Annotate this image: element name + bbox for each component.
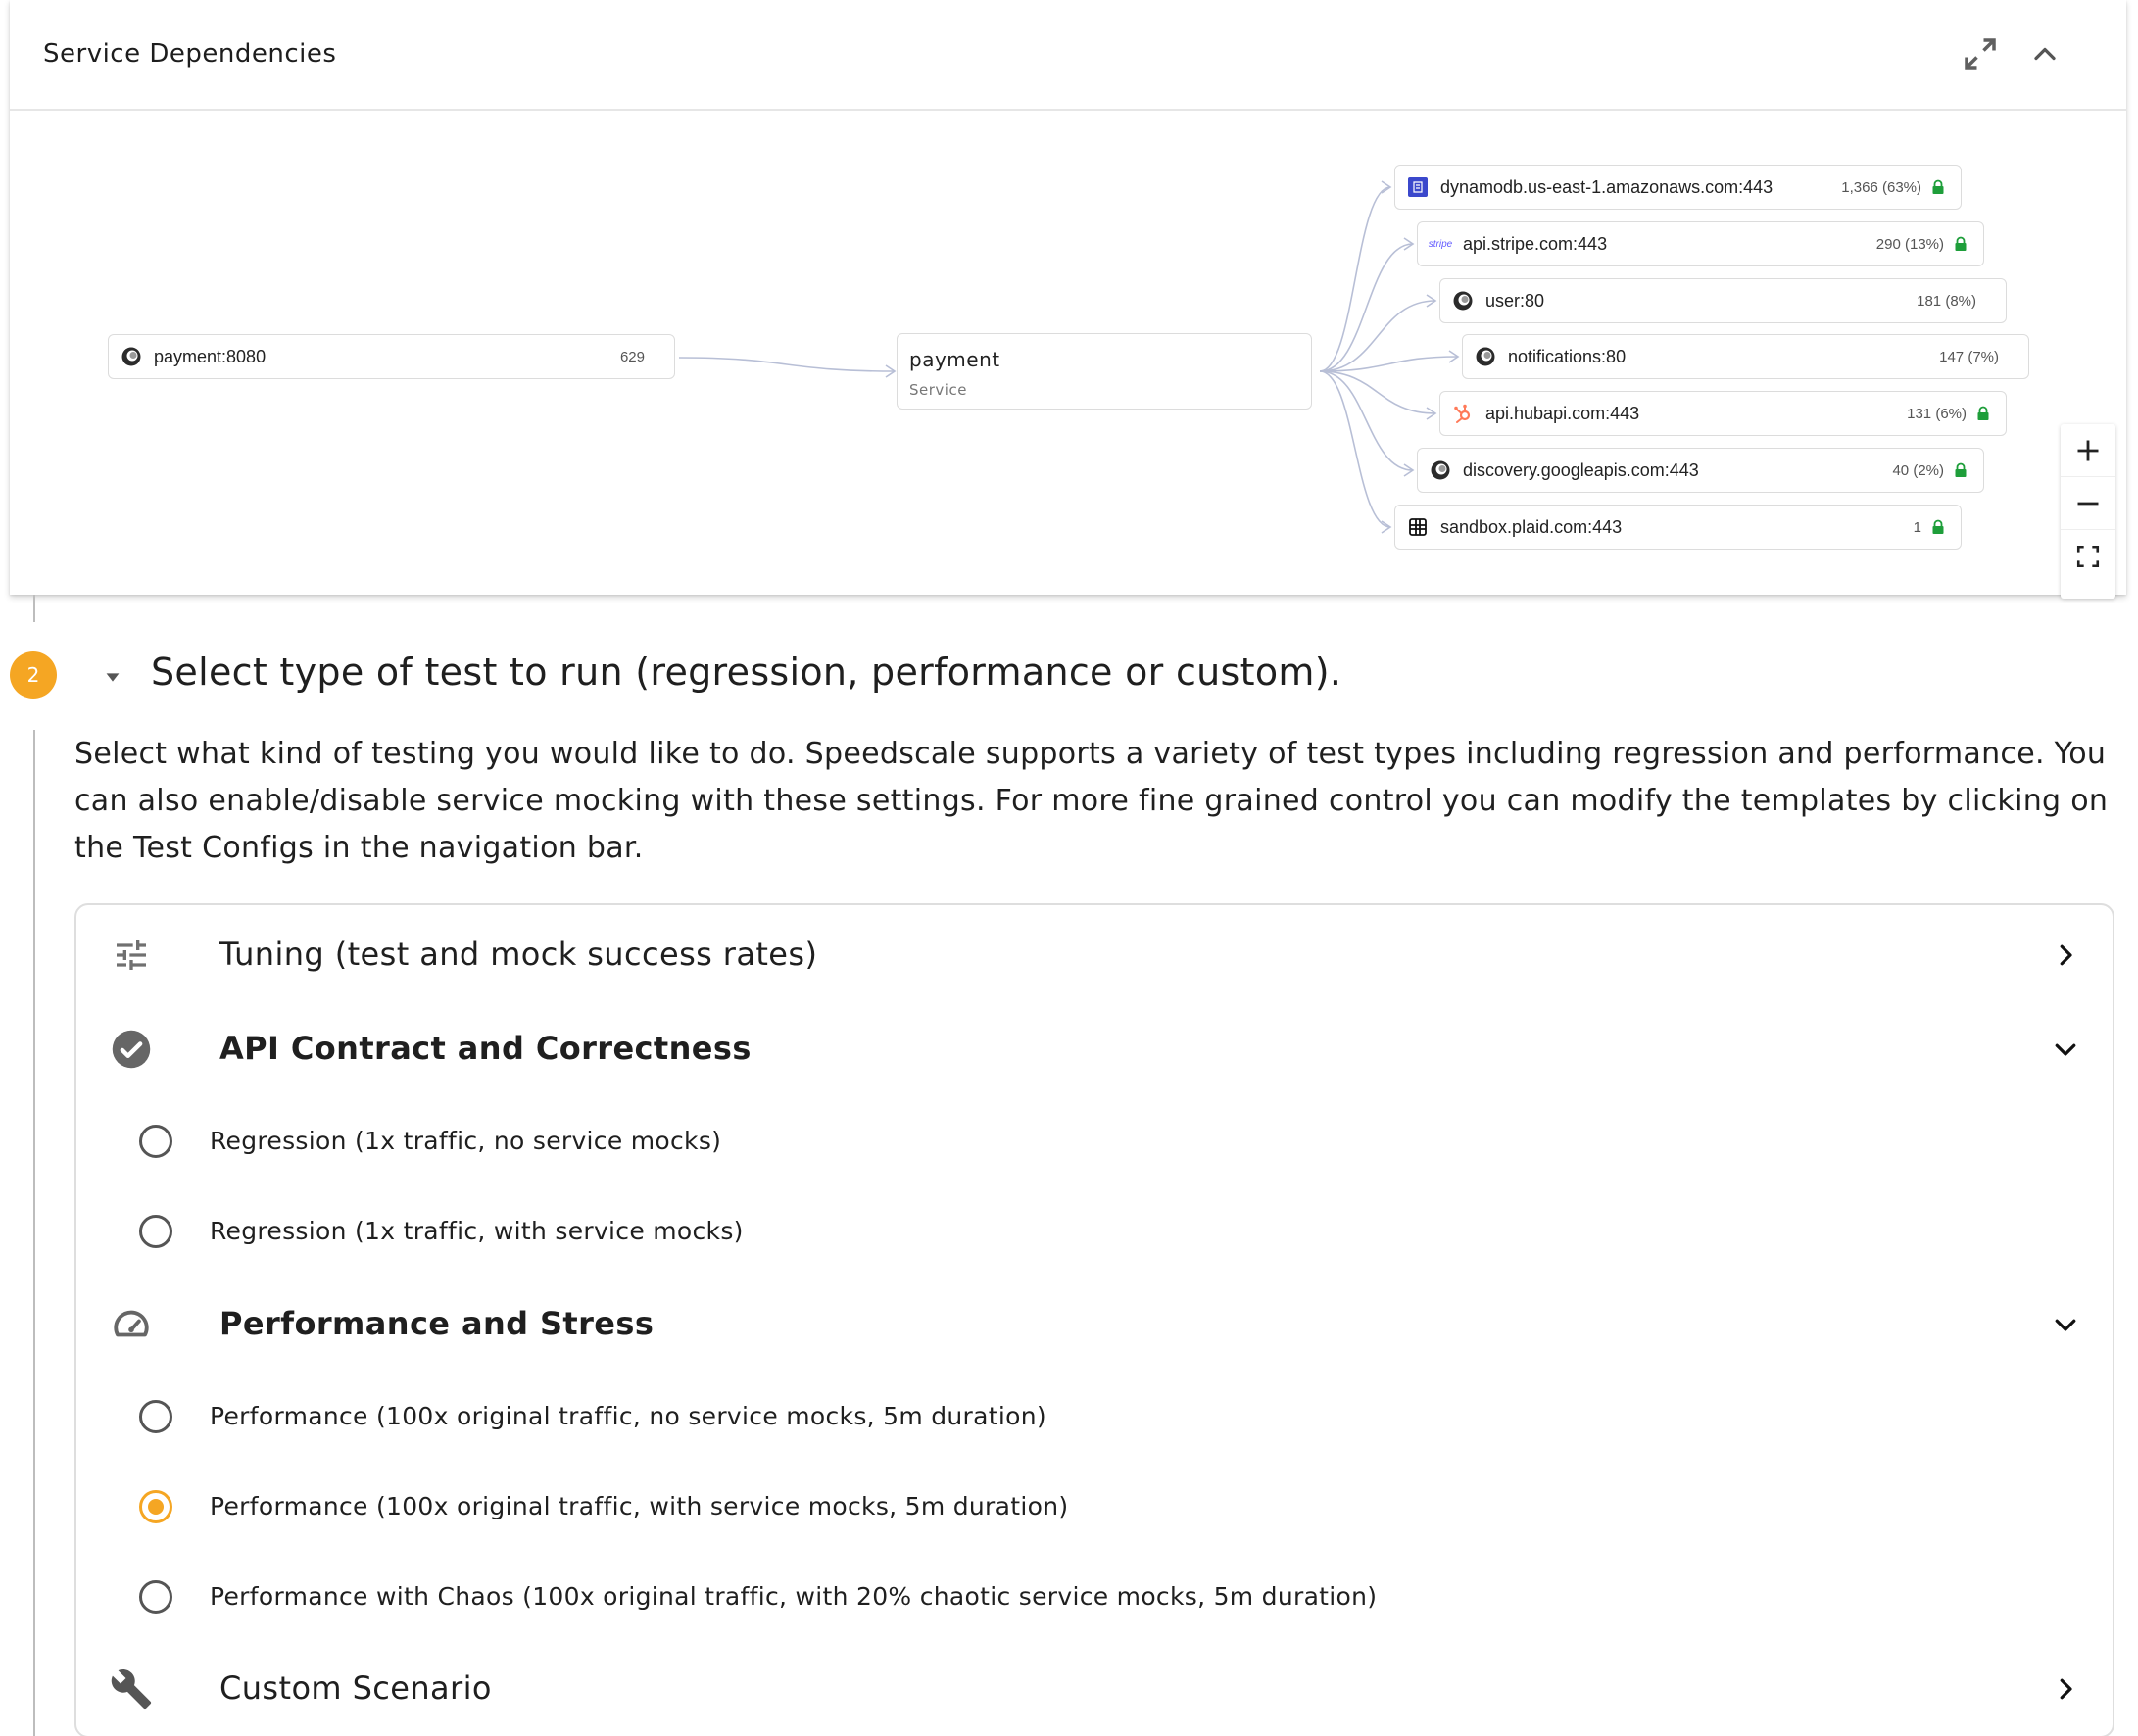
hubspot-icon — [1452, 403, 1474, 424]
lock-icon — [1954, 236, 1968, 252]
test-option-label: Performance (100x original traffic, with service mocks, 5m duration) — [210, 1492, 1069, 1520]
performance-label: Performance and Stress — [219, 1305, 655, 1342]
test-option-radio[interactable] — [76, 1107, 2113, 1176]
speedometer-icon — [110, 1303, 153, 1346]
panel-title: Service Dependencies — [43, 39, 337, 69]
chevron-down-icon — [2048, 1307, 2083, 1342]
minus-icon — [2074, 490, 2102, 517]
expand-icon — [1960, 33, 2001, 74]
graph-edge-arrow — [1382, 181, 1390, 193]
chevron-right-icon — [2048, 938, 2083, 973]
source-node-label: payment:8080 — [154, 346, 267, 366]
dependency-node[interactable] — [1394, 505, 1962, 550]
performance-group[interactable] — [76, 1285, 2113, 1364]
radio-button[interactable] — [139, 1215, 172, 1248]
zoom-controls — [2061, 424, 2115, 599]
radio-button[interactable] — [139, 1400, 172, 1433]
graph-edge — [679, 358, 895, 371]
dependency-graph[interactable] — [10, 113, 2126, 595]
step-description: Select what kind of testing you would like to do. Speedscale supports a variety of test types including regression and performance. You can also enable/disable service mocking with these settings. For more fine grained control you can modify the templates by clicking on the Test Configs in the navigation bar. — [74, 737, 2109, 865]
source-node[interactable] — [108, 334, 675, 379]
test-option-label: Performance with Chaos (100x original traffic, with 20% chaotic service mocks, 5m duration) — [210, 1582, 1378, 1611]
chevron-right-icon — [2048, 1671, 2083, 1707]
dependency-node[interactable] — [1462, 334, 2029, 379]
zoom-in-button[interactable] — [2061, 424, 2115, 477]
service-icon — [1430, 459, 1451, 481]
graph-edge — [1320, 244, 1413, 371]
test-option-radio[interactable] — [76, 1382, 2113, 1451]
plaid-icon — [1407, 516, 1429, 538]
api-contract-label: API Contract and Correctness — [219, 1030, 752, 1067]
zoom-out-button[interactable] — [2061, 477, 2115, 530]
dependency-label: sandbox.plaid.com:443 — [1440, 516, 1623, 537]
api-contract-group[interactable] — [76, 1010, 2113, 1088]
graph-edge — [1320, 371, 1413, 470]
radio-button[interactable] — [139, 1580, 172, 1614]
step-number-badge: 2 — [10, 651, 57, 699]
test-option-label: Regression (1x traffic, with service mocks) — [210, 1217, 744, 1245]
test-option-radio[interactable] — [76, 1563, 2113, 1631]
dependency-count: 1,366 (63%) — [1841, 178, 1921, 196]
step-title: Select type of test to run (regression, performance or custom). — [151, 651, 1342, 694]
tuning-group[interactable] — [76, 916, 2113, 994]
collapse-button[interactable] — [2020, 29, 2069, 78]
graph-edge — [1320, 357, 1458, 371]
wrench-icon — [110, 1667, 153, 1711]
dependency-count: 147 (7%) — [1939, 348, 1999, 365]
service-node-name: payment — [909, 348, 1000, 371]
lock-icon — [1954, 462, 1968, 478]
source-node-count: 629 — [619, 348, 645, 365]
radio-button[interactable] — [139, 1125, 172, 1158]
dynamodb-icon — [1407, 176, 1429, 198]
service-icon — [1452, 290, 1474, 312]
chevron-down-icon — [2048, 1032, 2083, 1067]
graph-edge-arrow — [1382, 521, 1390, 533]
dependency-node[interactable] — [1417, 221, 1984, 266]
dependency-label: user:80 — [1485, 290, 1545, 311]
radio-button-checked[interactable] — [139, 1490, 172, 1523]
test-option-label: Regression (1x traffic, no service mocks) — [210, 1127, 722, 1155]
lock-icon — [1931, 179, 1945, 195]
dependency-count: 40 (2%) — [1892, 461, 1944, 479]
step-collapse-toggle[interactable] — [98, 662, 127, 692]
plus-icon — [2074, 437, 2102, 464]
test-option-radio-selected[interactable] — [76, 1472, 2113, 1541]
dependency-node[interactable] — [1417, 448, 1984, 493]
dependency-node[interactable] — [1394, 165, 1962, 210]
service-dependencies-panel — [10, 0, 2126, 595]
lock-icon — [1976, 406, 1990, 421]
test-option-radio[interactable] — [76, 1197, 2113, 1266]
dependency-count: 1 — [1913, 518, 1921, 536]
timeline-line — [33, 730, 35, 1736]
dependency-count: 181 (8%) — [1917, 292, 1976, 310]
dependency-label: discovery.googleapis.com:443 — [1463, 459, 1699, 480]
lock-icon — [1931, 519, 1945, 535]
custom-scenario-label: Custom Scenario — [219, 1669, 492, 1707]
stripe-icon — [1430, 233, 1451, 255]
fit-view-button[interactable] — [2061, 530, 2115, 583]
fit-view-icon — [2075, 544, 2101, 569]
dependency-label: dynamodb.us-east-1.amazonaws.com:443 — [1440, 176, 1774, 197]
chevron-up-icon — [2027, 36, 2063, 72]
check-circle-icon — [110, 1028, 153, 1071]
dependency-label: api.stripe.com:443 — [1463, 233, 1608, 254]
service-node[interactable] — [897, 333, 1312, 410]
custom-scenario-group[interactable] — [76, 1650, 2113, 1728]
dependency-node[interactable] — [1439, 391, 2007, 436]
dependency-label: notifications:80 — [1508, 346, 1627, 366]
service-icon — [1475, 346, 1496, 367]
panel-header — [10, 0, 2126, 111]
timeline-connector — [33, 595, 35, 622]
stripe-logo: stripe — [1428, 238, 1453, 250]
graph-edge — [1320, 301, 1435, 371]
service-node-type: Service — [909, 381, 967, 399]
caret-down-icon — [102, 666, 123, 688]
dependency-label: api.hubapi.com:443 — [1485, 403, 1640, 423]
dependency-node[interactable] — [1439, 278, 2007, 323]
service-icon — [121, 346, 142, 367]
graph-edge — [1320, 187, 1390, 371]
test-type-options — [74, 903, 2114, 1736]
tuning-label: Tuning (test and mock success rates) — [219, 936, 818, 973]
test-option-label: Performance (100x original traffic, no service mocks, 5m duration) — [210, 1402, 1046, 1430]
expand-button[interactable] — [1956, 29, 2005, 78]
dependency-count: 290 (13%) — [1875, 235, 1944, 253]
tune-icon — [110, 934, 153, 977]
dependency-count: 131 (6%) — [1907, 405, 1967, 422]
